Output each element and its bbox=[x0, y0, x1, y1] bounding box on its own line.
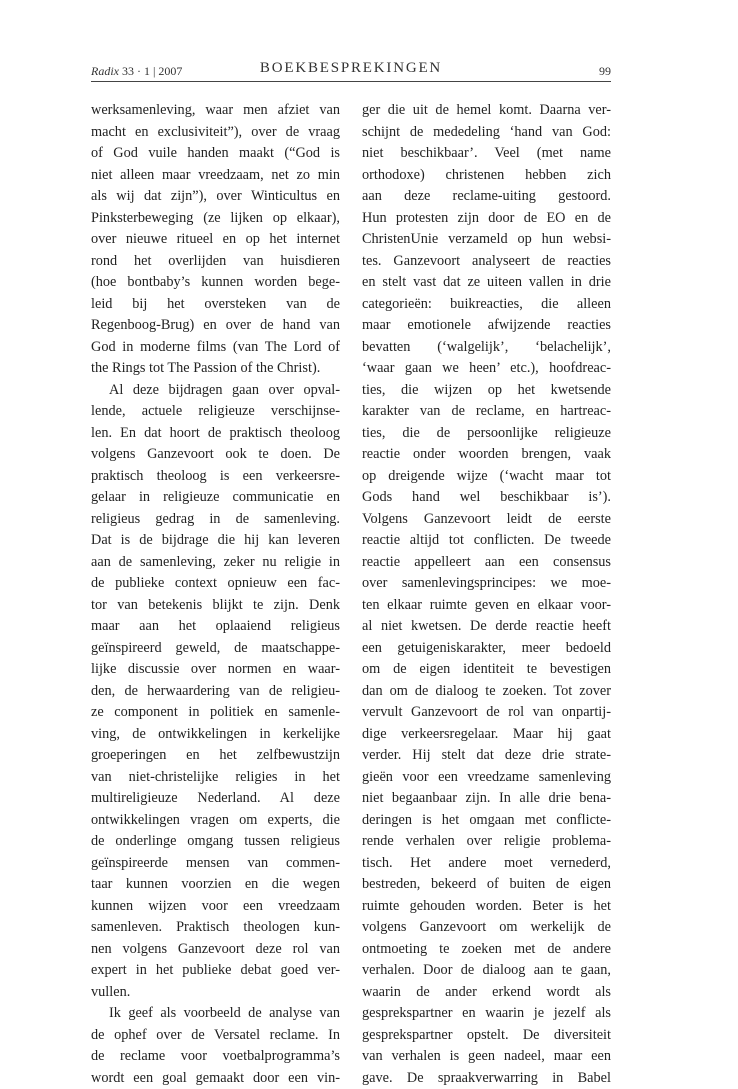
text-line: op dreigende wijze (‘wacht maar tot bbox=[362, 466, 611, 488]
running-header bbox=[91, 60, 611, 82]
text-line: dige verkeersregelaar. Maar hij gaat bbox=[362, 724, 611, 746]
text-line: volgens Ganzevoort ook te doen. De bbox=[91, 444, 340, 466]
text-line: geïnspireerd geweld, de maatschappe- bbox=[91, 638, 340, 660]
text-line: over nieuwe ritueel en op het internet bbox=[91, 229, 340, 251]
text-line: karakter van de reclame, en hartreac- bbox=[362, 401, 611, 423]
text-line: ger die uit de hemel komt. Daarna ver- bbox=[362, 100, 611, 122]
text-line: ChristenUnie verzameld op hun websi- bbox=[362, 229, 611, 251]
header-rule bbox=[91, 81, 611, 82]
text-line: en stelt vast dat ze uiteen vallen in drie bbox=[362, 272, 611, 294]
text-line: deringen is het omgaan met conflicte- bbox=[362, 810, 611, 832]
text-line: als wij dat zijn”), over Winticultus en bbox=[91, 186, 340, 208]
text-line: (hoe bontbaby’s kunnen worden bege- bbox=[91, 272, 340, 294]
text-line: over samenlevingsprincipes: we moe- bbox=[362, 573, 611, 595]
text-line: taar kunnen voorzien en die wegen bbox=[91, 874, 340, 896]
text-line: len. En dat hoort de praktisch theoloog bbox=[91, 423, 340, 445]
right-column bbox=[362, 100, 611, 1089]
text-line: waarin de ander erkend wordt als bbox=[362, 982, 611, 1004]
text-line: Dat is de bijdrage die hij kan leveren bbox=[91, 530, 340, 552]
text-line: nen volgens Ganzevoort deze rol van bbox=[91, 939, 340, 961]
text-line: lende, actuele religieuze verschijnse- bbox=[91, 401, 340, 423]
text-line: rond het overlijden van huisdieren bbox=[91, 251, 340, 273]
text-line: kunnen wijzen voor een vreedzaam bbox=[91, 896, 340, 918]
text-line: ties, die wijzen op het kwetsende bbox=[362, 380, 611, 402]
text-line: den, de herwaardering van de religieu- bbox=[91, 681, 340, 703]
text-line: maar emotionele afwijzende reacties bbox=[362, 315, 611, 337]
text-line: ruimte gehouden worden. Beter is het bbox=[362, 896, 611, 918]
text-line: orthodoxe) christenen hebben zich bbox=[362, 165, 611, 187]
text-line: de reclame voor voetbalprogramma’s bbox=[91, 1046, 340, 1068]
text-line: God in moderne films (van The Lord of bbox=[91, 337, 340, 359]
text-line: maar aan het oplaaiend religieus bbox=[91, 616, 340, 638]
text-line: volgens Ganzevoort om werkelijk de bbox=[362, 917, 611, 939]
text-line: groeperingen en het zelfbewustzijn bbox=[91, 745, 340, 767]
text-line: niet beschikbaar’. Veel (met name bbox=[362, 143, 611, 165]
text-line: dan om de dialoog te zoeken. Tot zover bbox=[362, 681, 611, 703]
text-line: ving, de ontwikkelingen in kerkelijke bbox=[91, 724, 340, 746]
issue-info: 33 · 1 | 2007 bbox=[122, 64, 182, 78]
text-line: leid bij het oversteken van de bbox=[91, 294, 340, 316]
text-line: reactie onder woorden brengen, vaak bbox=[362, 444, 611, 466]
text-line: ‘waar gaan we heen’ etc.), hoofdreac- bbox=[362, 358, 611, 380]
text-line: aan deze reclame-uiting gestoord. bbox=[362, 186, 611, 208]
text-line: lijke discussie over normen en waar- bbox=[91, 659, 340, 681]
text-line: de ophef over de Versatel reclame. In bbox=[91, 1025, 340, 1047]
text-line: vervult Ganzevoort de rol van onpartij- bbox=[362, 702, 611, 724]
text-line: verder. Hij stelt dat deze drie strate- bbox=[362, 745, 611, 767]
text-line: Pinksterbeweging (ze lijken op elkaar), bbox=[91, 208, 340, 230]
left-column bbox=[91, 100, 340, 1089]
text-line: reactie altijd tot conflicten. De tweede bbox=[362, 530, 611, 552]
text-line: tor van betekenis blijkt te zijn. Denk bbox=[91, 595, 340, 617]
text-line: werksamenleving, waar men afziet van bbox=[91, 100, 340, 122]
text-line: Gods hand wel beschikbaar is’). bbox=[362, 487, 611, 509]
text-line: ontmoeting te zoeken met de andere bbox=[362, 939, 611, 961]
text-line: Regenboog-Brug) en over de hand van bbox=[91, 315, 340, 337]
text-line: om de eigen identiteit te bevestigen bbox=[362, 659, 611, 681]
text-line: niet alleen maar vreedzaam, net zo min bbox=[91, 165, 340, 187]
text-line: gesprekspartner en waarin je jezelf als bbox=[362, 1003, 611, 1025]
text-line: of God vuile handen maakt (“God is bbox=[91, 143, 340, 165]
page-number: 99 bbox=[599, 64, 611, 79]
text-line: multireligieuze Nederland. Al deze bbox=[91, 788, 340, 810]
text-line: schijnt de mededeling ‘hand van God: bbox=[362, 122, 611, 144]
text-line: vullen. bbox=[91, 982, 340, 1004]
text-line: een getuigeniskarakter, meer bedoeld bbox=[362, 638, 611, 660]
text-line: the Rings tot The Passion of the Christ). bbox=[91, 358, 340, 380]
text-line: Volgens Ganzevoort leidt de eerste bbox=[362, 509, 611, 531]
text-line: Ik geef als voorbeeld de analyse van bbox=[91, 1003, 340, 1025]
text-line: Al deze bijdragen gaan over opval- bbox=[91, 380, 340, 402]
journal-name: Radix bbox=[91, 64, 119, 78]
text-line: aan de samenleving, zeker nu religie in bbox=[91, 552, 340, 574]
text-line: ties, die de persoonlijke religieuze bbox=[362, 423, 611, 445]
text-line: ontwikkelingen vragen om experts, die bbox=[91, 810, 340, 832]
text-line: gelaar in religieuze communicatie en bbox=[91, 487, 340, 509]
text-line: gesprekspartner opstelt. De diversiteit bbox=[362, 1025, 611, 1047]
text-line: samenleven. Praktisch theologen kun- bbox=[91, 917, 340, 939]
text-line: al niet kwetsen. De derde reactie heeft bbox=[362, 616, 611, 638]
text-line: bestreden, bekeerd of buiten de eigen bbox=[362, 874, 611, 896]
text-line: gieën voor een vreedzame samenleving bbox=[362, 767, 611, 789]
text-line: tisch. Het andere moet vernederd, bbox=[362, 853, 611, 875]
section-title: BOEKBESPREKINGEN bbox=[91, 60, 611, 77]
text-line: expert in het publieke debat goed ver- bbox=[91, 960, 340, 982]
text-line: ze component in politiek en samenle- bbox=[91, 702, 340, 724]
text-line: bevatten (‘walgelijk’, ‘belachelijk’, bbox=[362, 337, 611, 359]
text-line: categorieën: buikreacties, die alleen bbox=[362, 294, 611, 316]
text-line: ten elkaar ruimte geven en elkaar voor- bbox=[362, 595, 611, 617]
text-line: van verhalen is geen nadeel, maar een bbox=[362, 1046, 611, 1068]
text-line: verhalen. Door de dialoog aan te gaan, bbox=[362, 960, 611, 982]
text-line: tes. Ganzevoort analyseert de reacties bbox=[362, 251, 611, 273]
text-line: religieus gedrag in de samenleving. bbox=[91, 509, 340, 531]
text-line: de publieke context opnieuw een fac- bbox=[91, 573, 340, 595]
text-line: de onderlinge omgang tussen religieus bbox=[91, 831, 340, 853]
text-line: niet begaanbaar zijn. In alle drie bena- bbox=[362, 788, 611, 810]
text-line: Hun protesten zijn door de EO en de bbox=[362, 208, 611, 230]
text-line: reactie appelleert aan een consensus bbox=[362, 552, 611, 574]
text-line: praktisch theoloog is een verkeersre- bbox=[91, 466, 340, 488]
text-line: geïnspireerde mensen van commen- bbox=[91, 853, 340, 875]
text-line: rende verhalen over religie problema- bbox=[362, 831, 611, 853]
text-line: van niet-christelijke religies in het bbox=[91, 767, 340, 789]
text-line: macht en exclusiviteit”), over de vraag bbox=[91, 122, 340, 144]
text-line: wordt een goal gemaakt door een vin- bbox=[91, 1068, 340, 1089]
text-line: gave. De spraakverwarring in Babel bbox=[362, 1068, 611, 1089]
